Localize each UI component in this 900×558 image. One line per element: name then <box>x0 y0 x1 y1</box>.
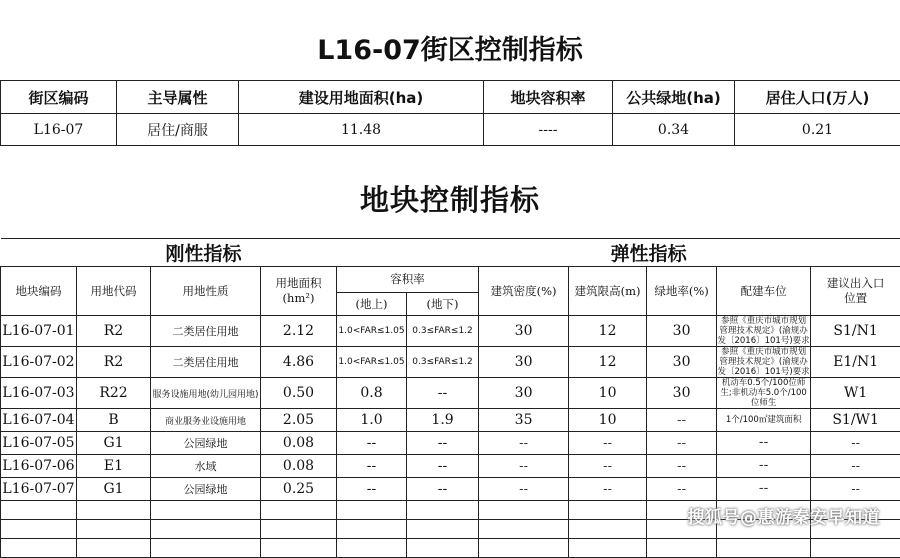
header-height: 建筑限高(m) <box>569 267 647 316</box>
header-parcel-code: 地块编码 <box>1 267 77 316</box>
cell-code: L16-07-02 <box>1 347 77 378</box>
cell-density: -- <box>479 455 569 478</box>
table-row <box>1 378 900 409</box>
cell-far-above: -- <box>337 432 407 455</box>
block-header-row <box>1 81 900 114</box>
column-header-row <box>1 267 900 293</box>
cell-code: L16-07-04 <box>1 409 77 432</box>
cell-land-type: 二类居住用地 <box>151 347 261 378</box>
cell-height: -- <box>569 478 647 501</box>
cell-code: L16-07-01 <box>1 316 77 347</box>
table-row <box>1 409 900 432</box>
header-land-area: 建设用地面积(ha) <box>239 81 484 114</box>
cell-far-above: -- <box>337 455 407 478</box>
header-main-attr: 主导属性 <box>117 81 239 114</box>
cell-green: 30 <box>647 347 717 378</box>
cell-land-code: R2 <box>77 316 151 347</box>
cell-area: 0.25 <box>261 478 337 501</box>
cell-code: L16-07-07 <box>1 478 77 501</box>
cell-density: -- <box>479 432 569 455</box>
header-parking: 配建车位 <box>717 267 811 316</box>
cell-far-below: 0.3≤FAR≤1.2 <box>407 347 479 378</box>
header-green: 公共绿地(ha) <box>613 81 735 114</box>
cell-area: 2.05 <box>261 409 337 432</box>
cell-far-below: 1.9 <box>407 409 479 432</box>
rigid-group-label: 刚性指标 <box>1 239 479 267</box>
cell-entrance: -- <box>811 478 900 501</box>
empty-row <box>1 539 900 558</box>
empty-cell <box>77 539 151 558</box>
cell-land-code: R22 <box>77 378 151 409</box>
header-population: 居住人口(万人) <box>735 81 900 114</box>
cell-parking: -- <box>717 455 811 478</box>
cell-land-type: 公园绿地 <box>151 432 261 455</box>
header-far: 地块容积率 <box>484 81 613 114</box>
empty-cell <box>261 501 337 520</box>
elastic-group-label: 弹性指标 <box>479 239 900 267</box>
cell-far: ---- <box>484 114 613 146</box>
empty-cell <box>407 520 479 539</box>
empty-cell <box>479 520 569 539</box>
cell-far-below: 0.3≤FAR≤1.2 <box>407 316 479 347</box>
header-block-code: 街区编码 <box>1 81 117 114</box>
empty-cell <box>337 520 407 539</box>
empty-cell <box>337 539 407 558</box>
block-data-row <box>1 114 900 146</box>
header-far: 容积率 <box>337 267 479 293</box>
empty-cell <box>1 539 77 558</box>
cell-height: 10 <box>569 378 647 409</box>
header-land-code: 用地代码 <box>77 267 151 316</box>
empty-cell <box>407 501 479 520</box>
empty-cell <box>77 520 151 539</box>
empty-cell <box>77 501 151 520</box>
header-far-below: (地下) <box>407 293 479 316</box>
cell-green: -- <box>647 432 717 455</box>
cell-height: 12 <box>569 316 647 347</box>
empty-cell <box>261 520 337 539</box>
cell-code: L16-07-06 <box>1 455 77 478</box>
table-row <box>1 316 900 347</box>
cell-far-above: -- <box>337 478 407 501</box>
cell-land-type: 商业服务业设施用地 <box>151 409 261 432</box>
empty-cell <box>569 520 647 539</box>
cell-height: 12 <box>569 347 647 378</box>
cell-entrance: E1/N1 <box>811 347 900 378</box>
table-row <box>1 347 900 378</box>
empty-cell <box>569 501 647 520</box>
cell-land-type: 二类居住用地 <box>151 316 261 347</box>
table-row <box>1 478 900 501</box>
header-density: 建筑密度(%) <box>479 267 569 316</box>
block-title: L16-07街区控制指标 <box>0 28 900 67</box>
table-row <box>1 432 900 455</box>
header-far-above: (地上) <box>337 293 407 316</box>
cell-entrance: S1/W1 <box>811 409 900 432</box>
empty-cell <box>337 501 407 520</box>
cell-land-type: 水域 <box>151 455 261 478</box>
cell-green: 0.34 <box>613 114 735 146</box>
empty-cell <box>151 501 261 520</box>
empty-cell <box>261 539 337 558</box>
cell-parking: 1个/100㎡建筑面积 <box>717 409 811 432</box>
cell-area: 0.08 <box>261 432 337 455</box>
cell-land-code: B <box>77 409 151 432</box>
cell-land-code: E1 <box>77 455 151 478</box>
cell-land-code: G1 <box>77 432 151 455</box>
cell-land-area: 11.48 <box>239 114 484 146</box>
header-entrance: 建议出入口位置 <box>811 267 900 316</box>
empty-cell <box>647 539 717 558</box>
cell-land-code: R2 <box>77 347 151 378</box>
cell-green: 30 <box>647 378 717 409</box>
cell-far-below: -- <box>407 378 479 409</box>
table-row <box>1 455 900 478</box>
cell-land-type: 公园绿地 <box>151 478 261 501</box>
cell-entrance: W1 <box>811 378 900 409</box>
cell-height: -- <box>569 455 647 478</box>
header-area-unit: (hm²) <box>283 291 315 305</box>
cell-parking: 参照《重庆市城市规划管理技术规定》(渝规办发〔2016〕101号)要求 <box>717 347 811 378</box>
cell-parking: -- <box>717 478 811 501</box>
cell-area: 2.12 <box>261 316 337 347</box>
header-area <box>261 267 337 316</box>
empty-cell <box>1 520 77 539</box>
group-header-row <box>1 239 900 267</box>
empty-cell <box>479 501 569 520</box>
cell-parking: 参照《重庆市城市规划管理技术规定》(渝规办发〔2016〕101号)要求 <box>717 316 811 347</box>
header-green-rate: 绿地率(%) <box>647 267 717 316</box>
cell-population: 0.21 <box>735 114 900 146</box>
cell-density: 35 <box>479 409 569 432</box>
empty-cell <box>717 539 811 558</box>
cell-far-below: -- <box>407 478 479 501</box>
cell-height: -- <box>569 432 647 455</box>
cell-block-code: L16-07 <box>1 114 117 146</box>
cell-density: 30 <box>479 378 569 409</box>
cell-parking: -- <box>717 432 811 455</box>
parcel-title: 地块控制指标 <box>0 178 900 219</box>
cell-land-type: 服务设施用地(幼儿园用地) <box>151 378 261 409</box>
cell-green: -- <box>647 455 717 478</box>
cell-far-above: 1.0<FAR≤1.05 <box>337 316 407 347</box>
empty-cell <box>151 520 261 539</box>
header-area-label: 用地面积 <box>276 276 322 290</box>
watermark: 搜狐号@惠游秦安早知道 <box>688 503 881 528</box>
empty-cell <box>1 501 77 520</box>
cell-main-attr: 居住/商服 <box>117 114 239 146</box>
block-control-table <box>0 80 900 146</box>
cell-entrance: -- <box>811 455 900 478</box>
header-land-type: 用地性质 <box>151 267 261 316</box>
cell-entrance: -- <box>811 432 900 455</box>
cell-far-above: 0.8 <box>337 378 407 409</box>
cell-density: 30 <box>479 347 569 378</box>
cell-far-above: 1.0 <box>337 409 407 432</box>
empty-cell <box>811 539 900 558</box>
cell-density: 30 <box>479 316 569 347</box>
cell-parking: 机动车0.5个/100位师生;非机动车5.0个/100位师生 <box>717 378 811 409</box>
cell-far-above: 1.0<FAR≤1.05 <box>337 347 407 378</box>
cell-far-below: -- <box>407 455 479 478</box>
empty-cell <box>479 539 569 558</box>
cell-height: 10 <box>569 409 647 432</box>
empty-cell <box>151 539 261 558</box>
cell-entrance: S1/N1 <box>811 316 900 347</box>
cell-area: 4.86 <box>261 347 337 378</box>
cell-density: -- <box>479 478 569 501</box>
cell-area: 0.50 <box>261 378 337 409</box>
cell-green: 30 <box>647 316 717 347</box>
cell-green: -- <box>647 478 717 501</box>
cell-far-below: -- <box>407 432 479 455</box>
cell-area: 0.08 <box>261 455 337 478</box>
cell-green: -- <box>647 409 717 432</box>
empty-cell <box>407 539 479 558</box>
empty-cell <box>569 539 647 558</box>
cell-code: L16-07-03 <box>1 378 77 409</box>
cell-code: L16-07-05 <box>1 432 77 455</box>
cell-land-code: G1 <box>77 478 151 501</box>
